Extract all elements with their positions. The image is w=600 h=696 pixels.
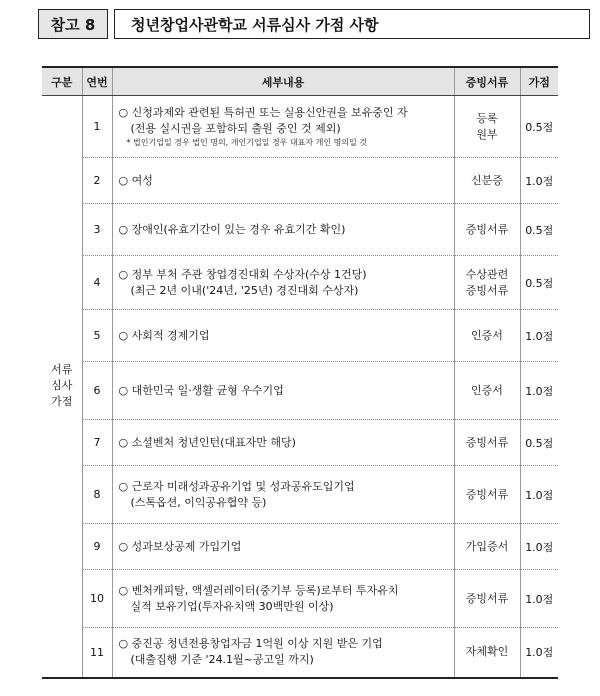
document-line: 증빙서류	[465, 283, 509, 297]
detail-line: 실적 보유기업(투자유치액 30백만원 이상)	[130, 599, 334, 613]
document-cell	[454, 204, 520, 256]
points-cell: 0.5점	[520, 420, 558, 466]
table-row	[42, 570, 558, 628]
document-line: 인증서	[471, 328, 503, 342]
points-cell: 1.0점	[520, 628, 558, 678]
points-cell: 1.0점	[520, 158, 558, 204]
table-row	[42, 256, 558, 310]
document-cell	[454, 158, 520, 204]
column-header-number: 연번	[82, 67, 112, 96]
detail-line: ○ 중진공 청년전용창업자금 1억원 이상 지원 받은 기업	[118, 637, 383, 651]
detail-line: ○ 소셜벤처 청년인턴(대표자만 해당)	[118, 435, 296, 449]
detail-line: ○ 대한민국 일·생활 균형 우수기업	[118, 383, 284, 397]
row-number: 10	[82, 570, 112, 628]
document-cell	[454, 570, 520, 628]
detail-line: (스톡옵션, 이익공유협약 등)	[130, 495, 267, 509]
row-number: 1	[82, 96, 112, 158]
row-number: 2	[82, 158, 112, 204]
title-row	[38, 9, 590, 39]
detail-line: ○ 장애인(유효기간이 있는 경우 유효기간 확인)	[118, 222, 346, 236]
document-cell	[454, 466, 520, 524]
row-number: 8	[82, 466, 112, 524]
row-number: 5	[82, 310, 112, 362]
detail-line: ○ 사회적 경제기업	[118, 328, 210, 342]
row-number: 11	[82, 628, 112, 678]
table-row	[42, 158, 558, 204]
category-label-line: 서류	[51, 363, 73, 377]
detail-line: ○ 신청과제와 관련된 특허권 또는 실용신안권을 보유중인 자	[118, 105, 408, 119]
points-cell: 1.0점	[520, 570, 558, 628]
detail-cell	[112, 256, 454, 310]
points-cell: 1.0점	[520, 524, 558, 570]
detail-cell	[112, 204, 454, 256]
document-cell	[454, 420, 520, 466]
document-cell	[454, 362, 520, 420]
document-cell	[454, 96, 520, 158]
detail-note: * 법인기업일 경우 법인 명의, 개인기업일 경우 대표자 개인 명의일 것	[126, 137, 368, 147]
row-number: 6	[82, 362, 112, 420]
detail-line: ○ 정부 부처 주관 창업경진대회 수상자(수상 1건당)	[118, 267, 367, 281]
detail-cell	[112, 628, 454, 678]
row-number: 3	[82, 204, 112, 256]
document-line: 증빙서류	[465, 591, 509, 605]
table-row	[42, 362, 558, 420]
points-cell: 0.5점	[520, 204, 558, 256]
category-label-line: 심사	[51, 379, 73, 393]
points-cell: 1.0점	[520, 362, 558, 420]
table-row	[42, 204, 558, 256]
document-cell	[454, 310, 520, 362]
document-line: 등록	[476, 111, 498, 125]
detail-cell	[112, 524, 454, 570]
column-header-points: 가점	[520, 67, 558, 96]
category-cell	[42, 96, 82, 678]
table-header-row	[42, 67, 558, 96]
detail-cell	[112, 158, 454, 204]
detail-line: (대출집행 기준 '24.1월~공고일 까지)	[130, 653, 314, 667]
detail-line: ○ 벤처캐피탈, 액셀러레이터(중기부 등록)로부터 투자유치	[118, 583, 399, 597]
points-cell: 1.0점	[520, 466, 558, 524]
detail-cell	[112, 570, 454, 628]
points-cell: 0.5점	[520, 96, 558, 158]
document-line: 증빙서류	[465, 222, 509, 236]
document-line: 신분증	[471, 173, 503, 187]
table-row	[42, 628, 558, 678]
detail-line: ○ 여성	[118, 173, 153, 187]
table-row	[42, 420, 558, 466]
detail-line: ○ 근로자 미래성과공유기업 및 성과공유도입기업	[118, 479, 355, 493]
detail-cell	[112, 466, 454, 524]
row-number: 9	[82, 524, 112, 570]
document-line: 원부	[476, 127, 498, 141]
column-header-documents: 증빙서류	[454, 67, 520, 96]
table-row	[42, 524, 558, 570]
reference-label: 참고 8	[38, 9, 108, 39]
detail-cell	[112, 362, 454, 420]
column-header-category: 구분	[42, 67, 82, 96]
table-row	[42, 310, 558, 362]
detail-cell	[112, 420, 454, 466]
points-cell: 1.0점	[520, 310, 558, 362]
document-line: 증빙서류	[465, 435, 509, 449]
document-cell	[454, 256, 520, 310]
table-row	[42, 466, 558, 524]
detail-line: (최근 2년 이내('24년, '25년) 경진대회 수상자)	[130, 283, 359, 297]
bonus-points-table	[42, 66, 558, 679]
detail-line: ○ 성과보상공제 가입기업	[118, 539, 242, 553]
detail-line: (전용 실시권을 포함하되 출원 중인 것 제외)	[130, 121, 341, 135]
detail-cell	[112, 310, 454, 362]
table-row	[42, 96, 558, 158]
document-line: 수상관련	[465, 267, 509, 281]
document-cell	[454, 628, 520, 678]
page-title: 청년창업사관학교 서류심사 가점 사항	[114, 9, 590, 39]
row-number: 4	[82, 256, 112, 310]
document-line: 가입증서	[465, 539, 509, 553]
document-line: 인증서	[471, 383, 503, 397]
column-header-details: 세부내용	[112, 67, 454, 96]
detail-cell	[112, 96, 454, 158]
points-cell: 0.5점	[520, 256, 558, 310]
row-number: 7	[82, 420, 112, 466]
document-line: 증빙서류	[465, 487, 509, 501]
document-cell	[454, 524, 520, 570]
category-label-line: 가점	[51, 395, 73, 409]
document-line: 자체확인	[465, 645, 509, 659]
